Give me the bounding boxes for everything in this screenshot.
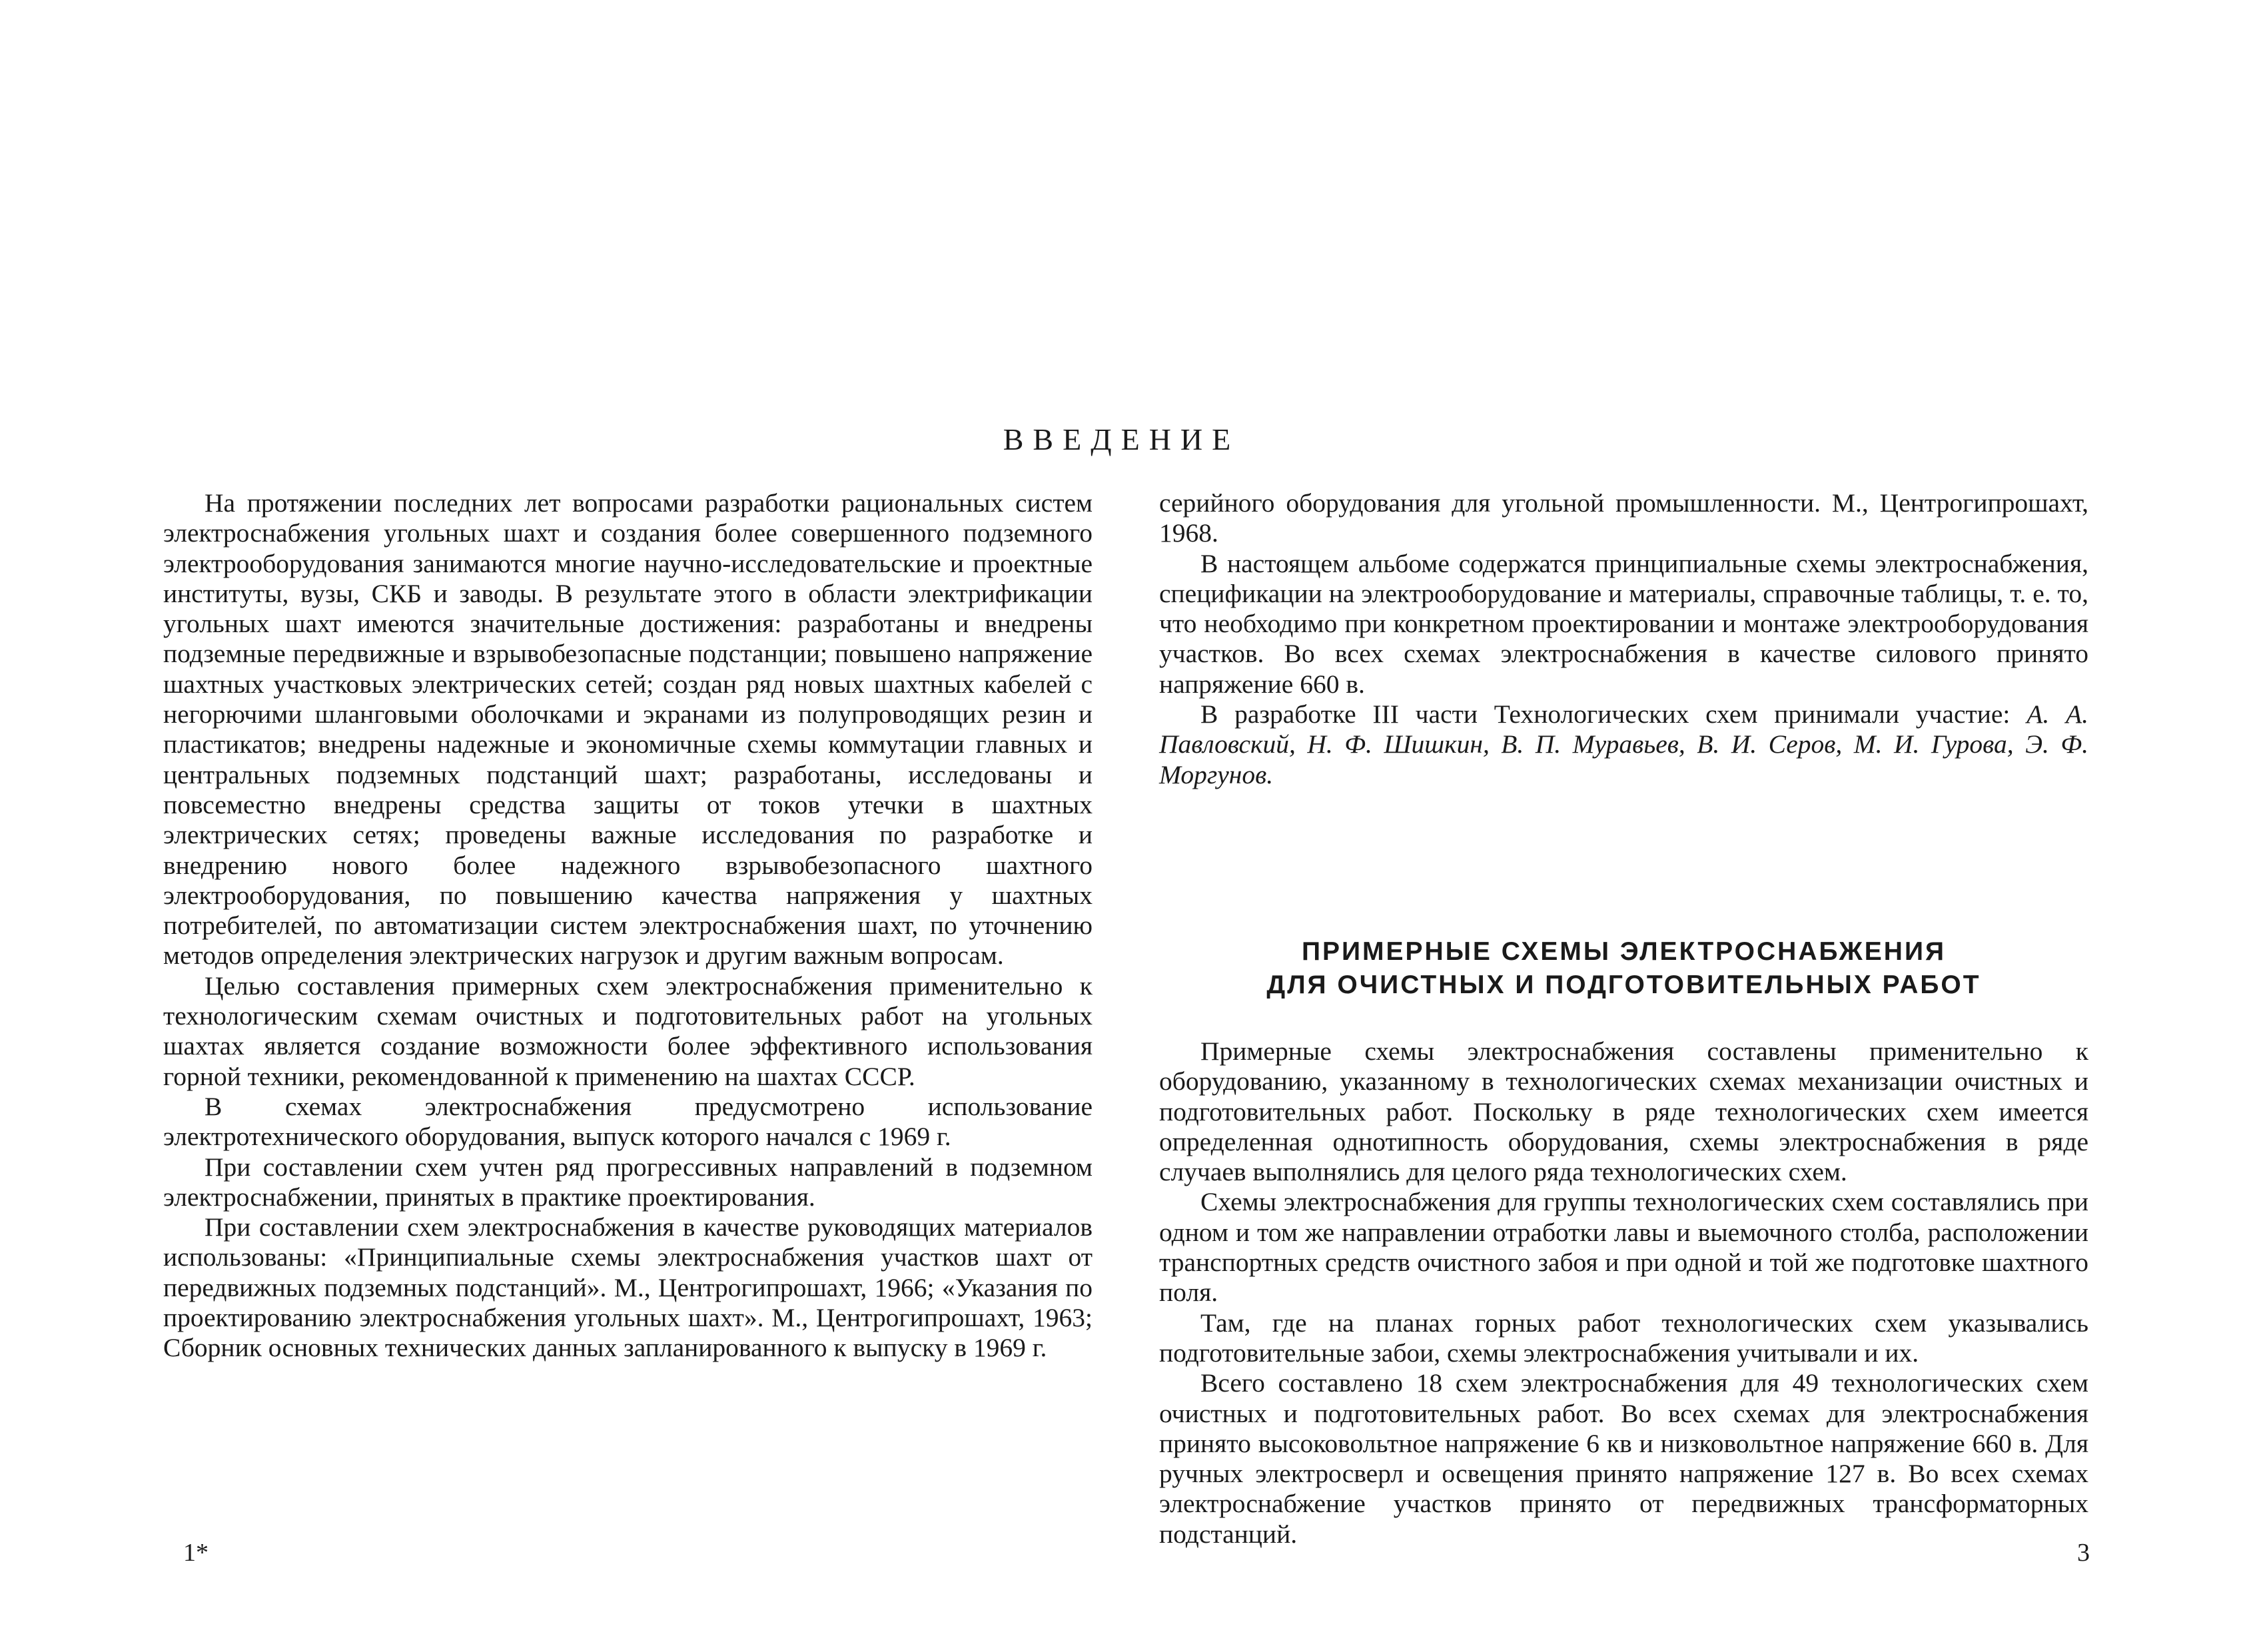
page-number: 3 — [2077, 1539, 2090, 1567]
paragraph-continuation: серийного оборудования для угольной промышленности. М., Центрогипрошахт, 1968. — [1159, 488, 2088, 548]
paragraph: В настоящем альбоме содержатся принципиальные схемы электроснабжения, спецификации на электрооборудование и материалы, справочные таблицы, т. е. то, что необходимо при конкретном проектировании и монтаже электрооборудования участков. Во всех схемах электроснабжения в качестве силового принято напряжение 660 в. — [1159, 548, 2088, 699]
authors-paragraph — [1159, 699, 2088, 790]
paragraph: При составлении схем электроснабжения в качестве руководящих материалов использованы: «Принципиальные схемы электроснабжения участков шахт от передвижных подземных подстанций». М., Центрогипрошахт, 1966; «Указания по проектированию электроснабжения угольных шахт». М., Центрогипрошахт, 1963; Сборник основных технических данных запланированного к выпуску в 1969 г. — [163, 1212, 1093, 1363]
right-column — [1159, 488, 2088, 1549]
paragraph: Целью составления примерных схем электроснабжения применительно к технологическим схемам очистных и подготовительных работ на угольных шахтах является создание возможности более эффективного использования горной техники, рекомендованной к применению на шахтах СССР. — [163, 971, 1093, 1091]
section-heading — [1159, 935, 2088, 1002]
paragraph: Примерные схемы электроснабжения составлены применительно к оборудованию, указанному в технологических схемах механизации очистных и подготовительных работ. Поскольку в ряде технологических схем имеется определенная однотипность оборудования, схемы электроснабжения в ряде случаев выполнялись для целого ряда технологических схем. — [1159, 1036, 2088, 1187]
page-title: ВВЕДЕНИЕ — [1003, 422, 1240, 456]
paragraph: В схемах электроснабжения предусмотрено использование электротехнического оборудования, выпуск которого начался с 1969 г. — [163, 1091, 1093, 1152]
authors-list: А. А. Павловский, Н. Ф. Шишкин, В. П. Муравьев, В. И. Серов, М. И. Гурова, Э. Ф. Моргунов. — [1159, 699, 2088, 789]
paragraph: Схемы электроснабжения для группы технологических схем составлялись при одном и том же направлении отработки лавы и выемочного столба, расположении транспортных средств очистного забоя и при одной и той же подготовке шахтного поля. — [1159, 1187, 2088, 1308]
paragraph: На протяжении последних лет вопросами разработки рациональных систем электроснабжения угольных шахт и создания более совершенного подземного электрооборудования занимаются многие научно-исследовательские и проектные институты, вузы, СКБ и заводы. В результате этого в области электрификации угольных шахт имеются значительные достижения: разработаны и внедрены подземные передвижные и взрывобезопасные подстанции; повышено напряжение шахтных участковых электрических сетей; создан ряд новых шахтных кабелей с негорючими шланговыми оболочками и экранами из полупроводящих резин и пластикатов; внедрены надежные и экономичные схемы коммутации главных и центральных подземных подстанций шахт; разработаны, исследованы и повсеместно внедрены средства защиты от токов утечки в шахтных электрических сетях; проведены важные исследования по разработке и внедрению нового более надежного взрывобезопасного шахтного электрооборудования, по повышению качества напряжения у шахтных потребителей, по автоматизации систем электроснабжения шахт, по уточнению методов определения электрических нагрузок и другим важным вопросам. — [163, 488, 1093, 971]
paragraph: Там, где на планах горных работ технологических схем указывались подготовительные забои, схемы электроснабжения учитывали и их. — [1159, 1308, 2088, 1368]
paragraph: При составлении схем учтен ряд прогрессивных направлений в подземном электроснабжении, принятых в практике проектирования. — [163, 1152, 1093, 1212]
section-heading-line: ПРИМЕРНЫЕ СХЕМЫ ЭЛЕКТРОСНАБЖЕНИЯ — [1301, 937, 1947, 966]
signature-mark: 1* — [183, 1539, 209, 1567]
paragraph: Всего составлено 18 схем электроснабжения для 49 технологических схем очистных и подготовительных работ. Во всех схемах для электроснабжения принято высоковольтное напряжение 6 кв и низковольтное напряжение 660 в. Для ручных электросверл и освещения принято напряжение 127 в. Во всех схемах электроснабжение участков принято от передвижных трансформаторных подстанций. — [1159, 1368, 2088, 1549]
authors-intro: В разработке III части Технологических схем принимали участие: — [1200, 699, 2027, 729]
left-column — [163, 488, 1093, 1364]
section-heading-line: ДЛЯ ОЧИСТНЫХ И ПОДГОТОВИТЕЛЬНЫХ РАБОТ — [1266, 970, 1981, 999]
